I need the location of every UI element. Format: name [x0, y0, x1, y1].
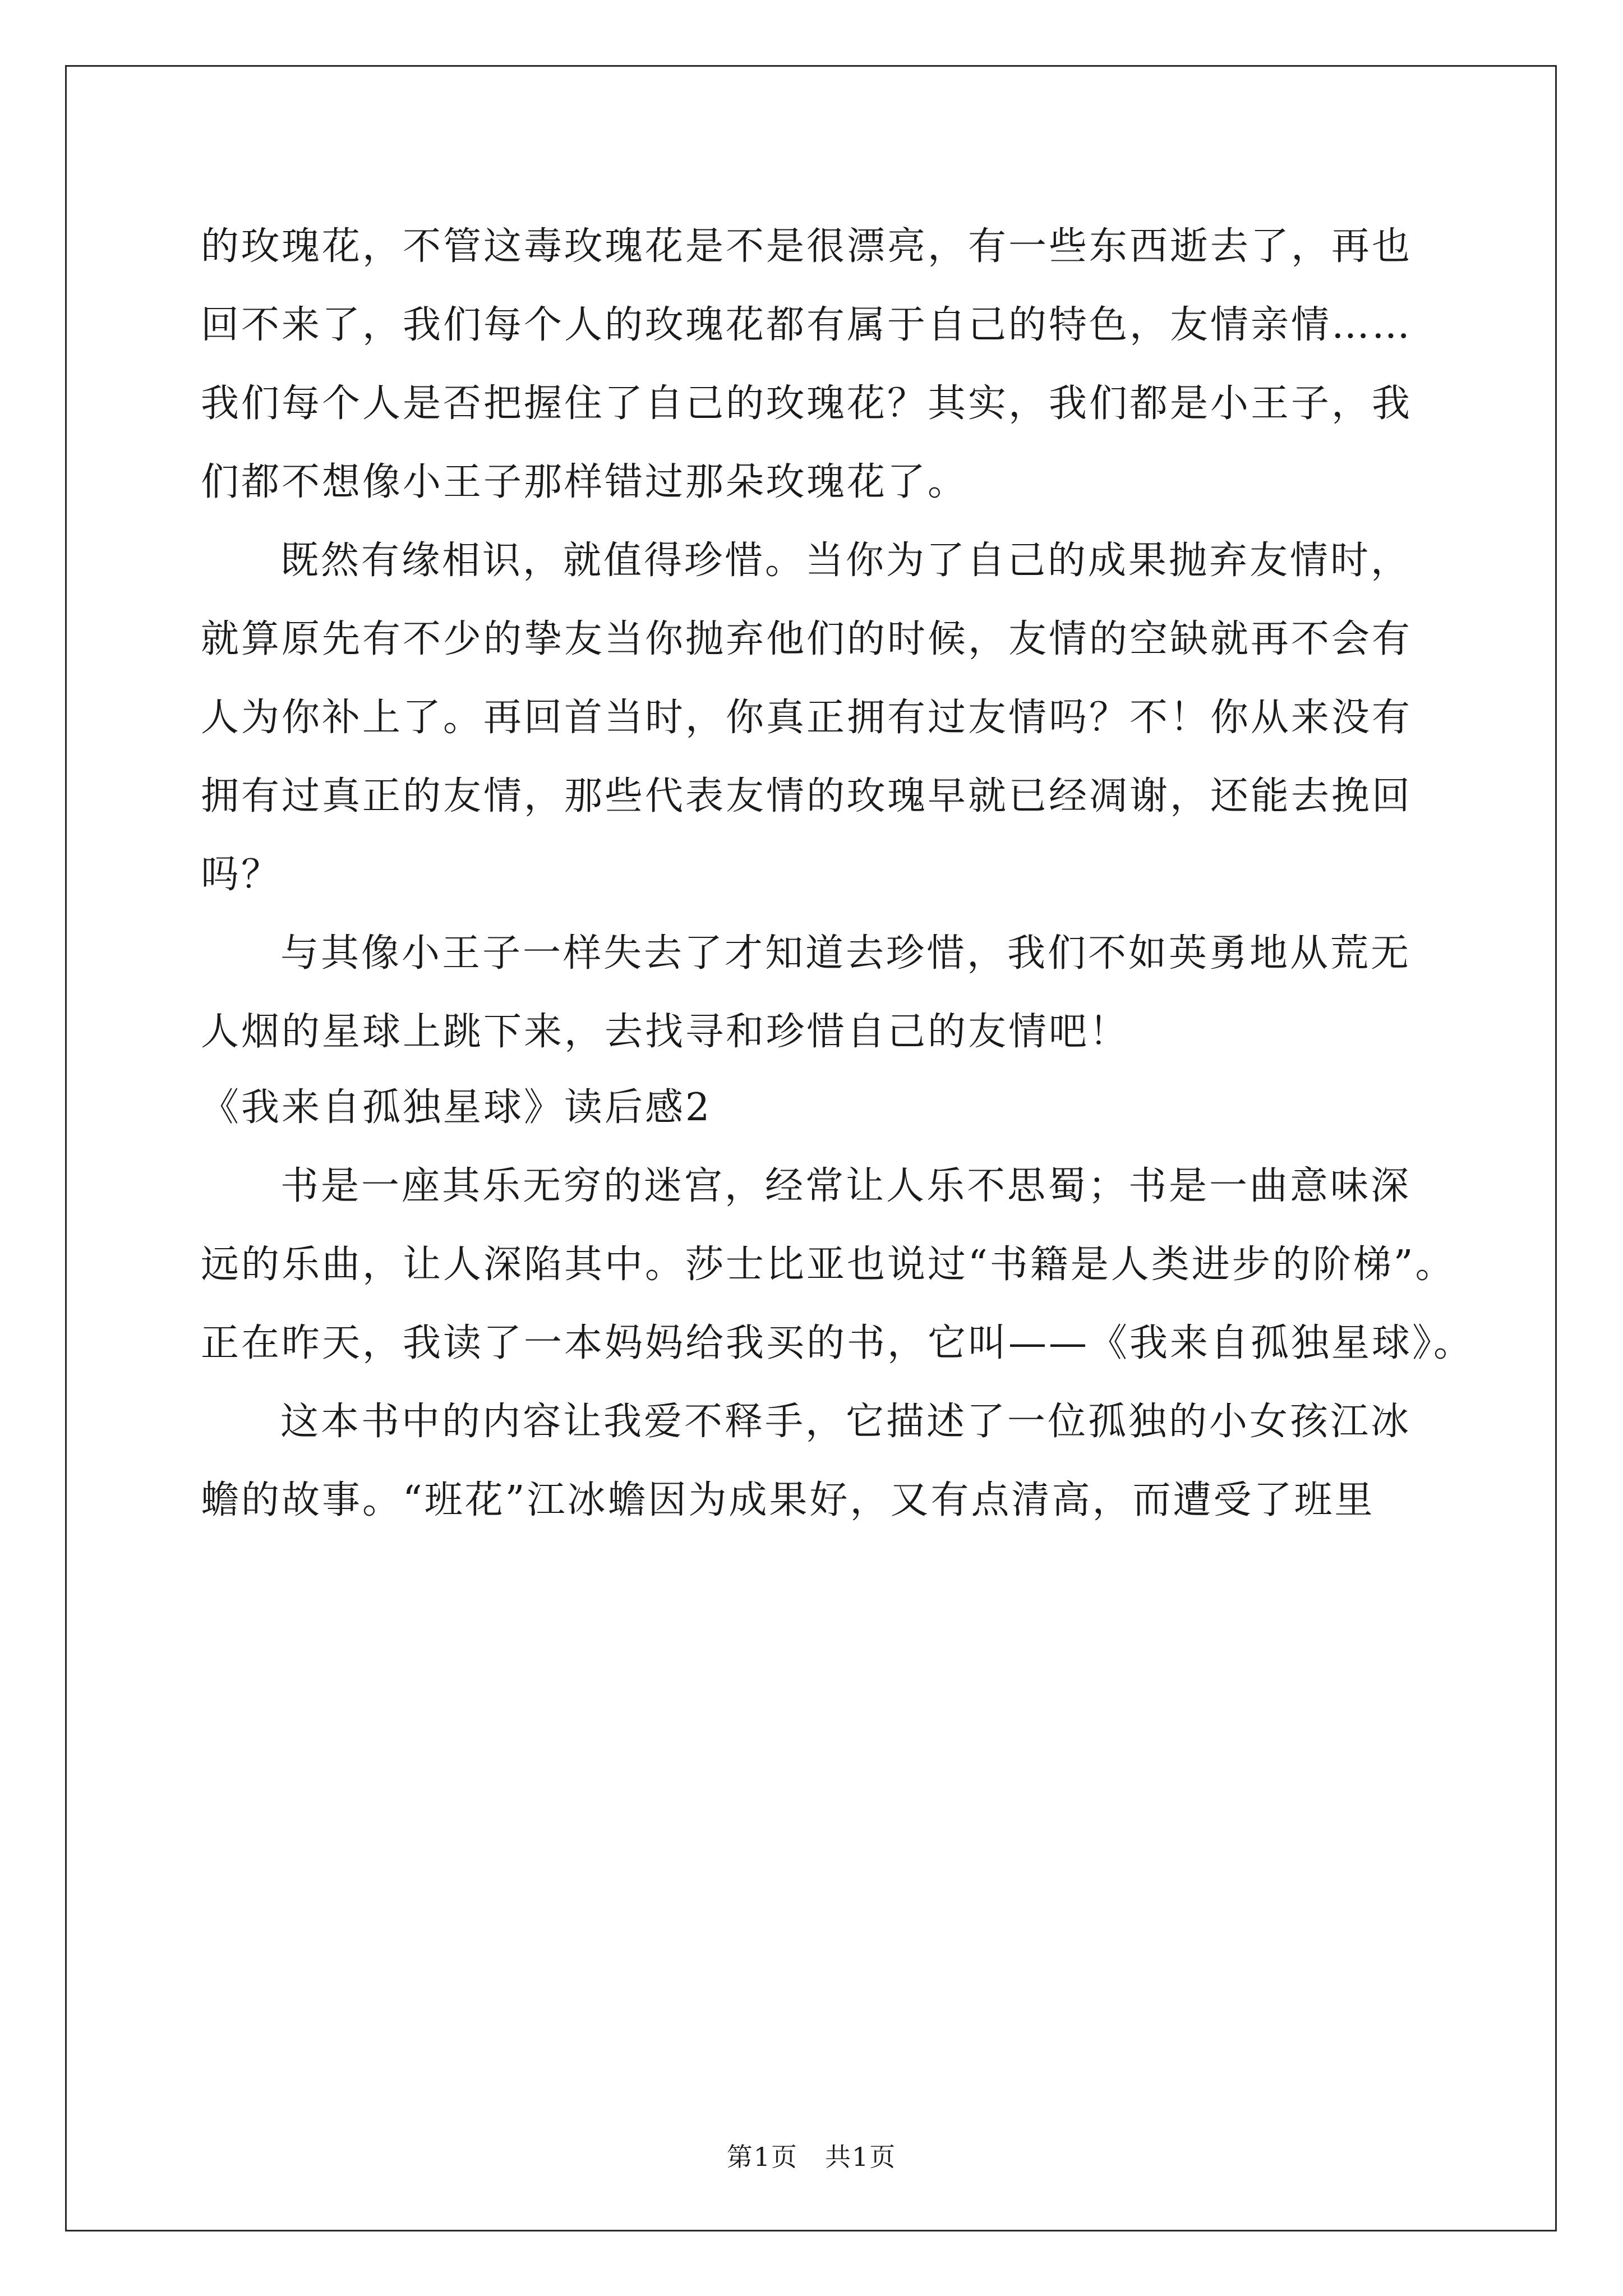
body-text-line: 的玫瑰花，不管这毒玫瑰花是不是很漂亮，有一些东西逝去了，再也	[201, 224, 1413, 269]
section-heading: 《我来自孤独星球》读后感2	[201, 1085, 712, 1130]
page-footer: 第1页 共1页	[726, 2142, 897, 2172]
body-text-line: 书是一座其乐无穷的迷宫，经常让人乐不思蜀；书是一曲意味深	[280, 1164, 1412, 1208]
body-text-line: 既然有缘相识，就值得珍惜。当你为了自己的成果抛弃友情时，	[280, 539, 1412, 583]
body-text-line: 人为你补上了。再回首当时，你真正拥有过友情吗？不！你从来没有	[201, 696, 1413, 740]
body-text-line: 回不来了，我们每个人的玫瑰花都有属于自己的特色，友情亲情……	[201, 303, 1413, 347]
body-text-line: 这本书中的内容让我爱不释手，它描述了一位孤独的小女孩江冰	[280, 1400, 1412, 1444]
body-text-line: 就算原先有不少的挚友当你抛弃他们的时候，友情的空缺就再不会有	[201, 617, 1413, 661]
body-text-line: 吗？	[201, 853, 282, 897]
body-text-line: 拥有过真正的友情，那些代表友情的玫瑰早就已经凋谢，还能去挽回	[201, 774, 1413, 818]
body-text-line: 远的乐曲，让人深陷其中。莎士比亚也说过“书籍是人类进步的阶梯”。	[201, 1243, 1456, 1287]
body-text-line: 蟾的故事。“班花”江冰蟾因为成果好，又有点清高，而遭受了班里	[201, 1478, 1375, 1522]
body-text-line: 们都不想像小王子那样错过那朵玫瑰花了。	[201, 460, 969, 504]
body-text-line: 我们每个人是否把握住了自己的玫瑰花？其实，我们都是小王子，我	[201, 381, 1413, 426]
body-text-line: 人烟的星球上跳下来，去找寻和珍惜自己的友情吧！	[201, 1010, 1130, 1054]
body-text-line: 与其像小王子一样失去了才知道去珍惜，我们不如英勇地从荒无	[280, 931, 1412, 976]
body-text-line: 正在昨天，我读了一本妈妈给我买的书，它叫——《我来自孤独星球》。	[201, 1321, 1474, 1365]
